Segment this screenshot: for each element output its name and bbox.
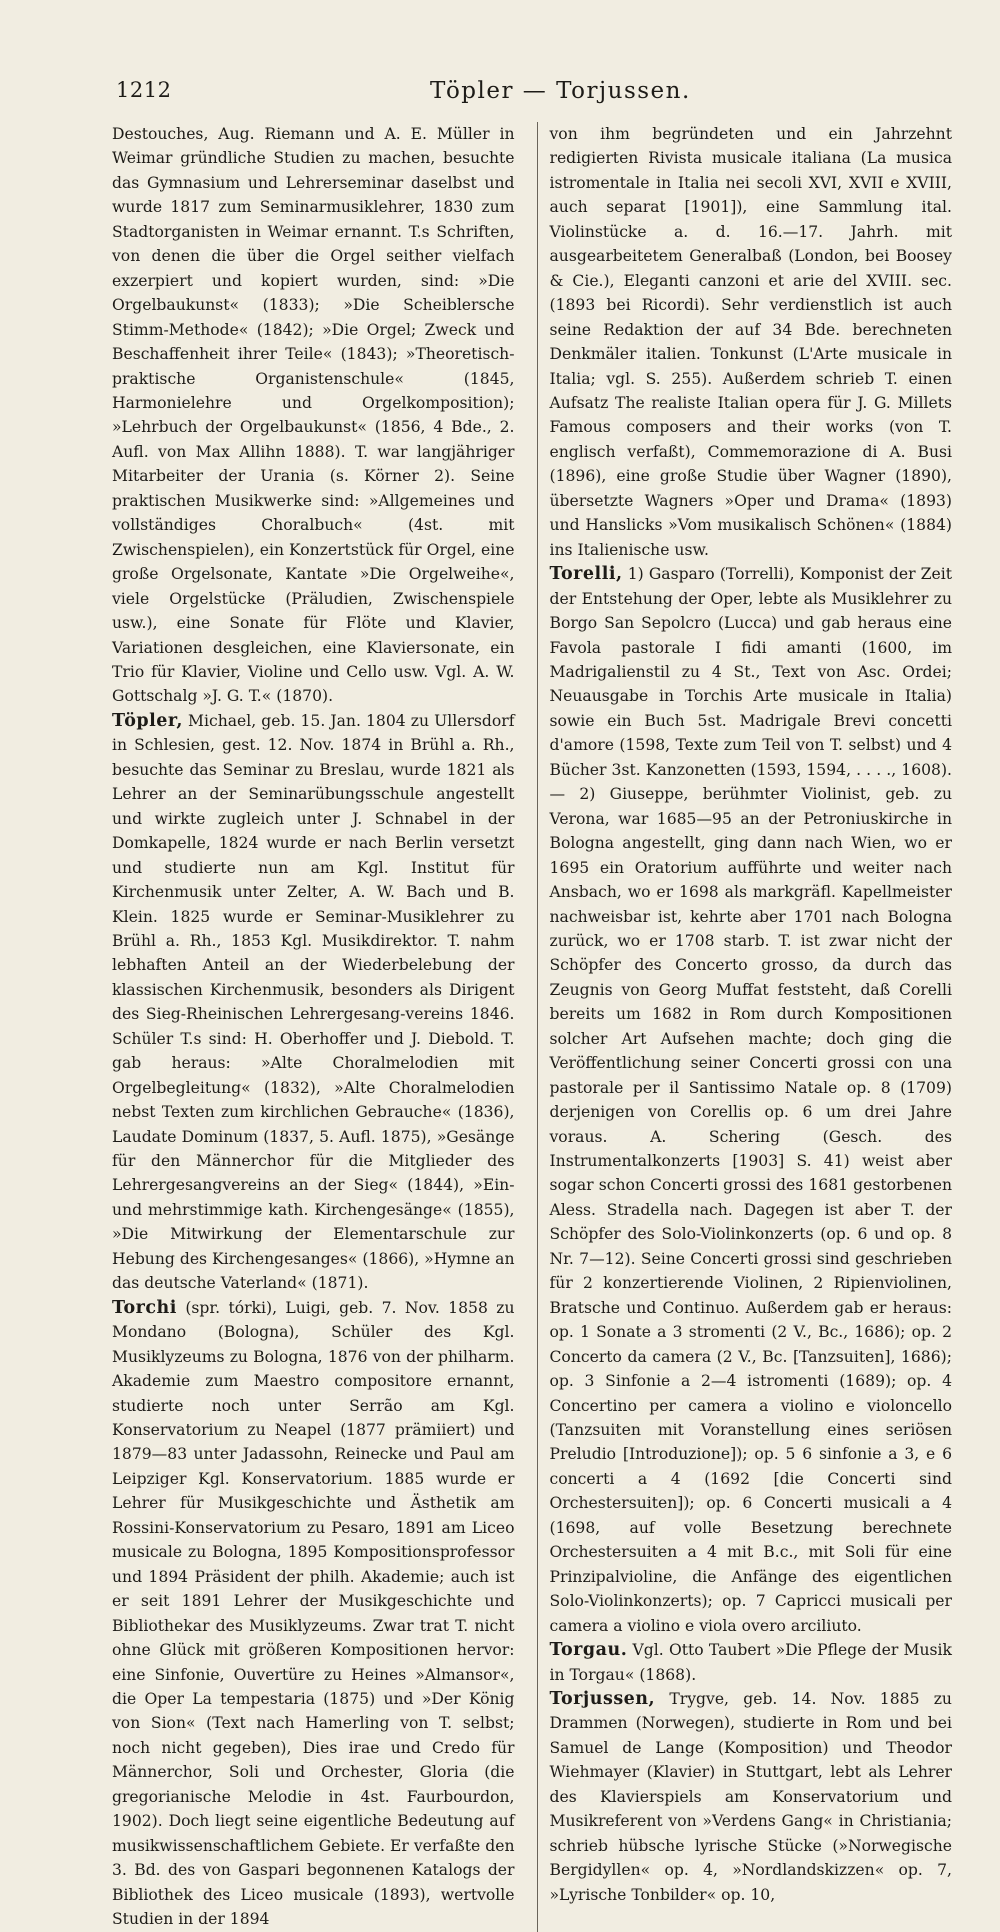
- text-columns: [112, 122, 952, 1932]
- entry-text: von ihm begründeten und ein Jahrzehnt redigierten Rivista musicale italiana (La musica istromentale in Italia nei secoli XVI, XVII e XVIII, auch separat [1901]), eine Sammlung ital. Violinstücke a. d. 16.—17. Jahrh. mit ausgearbeitetem Generalbaß (London, bei Boosey & Cie.), Eleganti canzoni et arie del XVIII. sec. (1893 bei Ricordi). Sehr verdienstlich ist auch seine Redaktion der auf 34 Bde. berechneten Denkmäler italien. Tonkunst (L'Arte musicale in Italia; vgl. S. 255). Außerdem schrieb T. einen Aufsatz The realiste Italian opera für J. G. Millets Famous composers and their works (von T. englisch verfaßt), Commemorazione di A. Busi (1896), eine große Studie über Wagner (1890), übersetzte Wagners »Oper und Drama« (1893) und Hanslicks »Vom musikalisch Schönen« (1884) ins Italienische usw.: [549, 125, 952, 559]
- entry-text: Trygve, geb. 14. Nov. 1885 zu Drammen (Norwegen), studierte in Rom und bei Samuel de Lange (Komposition) und Theodor Wiehmayer (Klavier) in Stuttgart, lebt als Lehrer des Klavierspiels am Konservatorium und Musikreferent von »Verdens Gang« in Christiania; schrieb hübsche lyrische Stücke (»Norwegische Bergidyllen« op. 4, »Nordlandskizzen« op. 7, »Lyrische Tonbilder« op. 10,: [549, 1690, 952, 1904]
- entry-torjussen: [550, 1687, 953, 1907]
- entry-torgau: [550, 1638, 953, 1687]
- page-number: 1212: [116, 78, 172, 102]
- entry-headword: Torjussen,: [549, 1689, 656, 1709]
- page-header: [112, 66, 952, 110]
- entry-text: Vgl. Otto Taubert »Die Pflege der Musik in Torgau« (1868).: [549, 1641, 952, 1684]
- entry-headword: Töpler,: [112, 710, 183, 731]
- entry-text: (spr. tórki), Luigi, geb. 7. Nov. 1858 zu Mondano (Bologna), Schüler des Kgl. Musiklyzeums zu Bologna, 1876 von der philharm. Akademie zum Maestro compositore ernannt, studierte noch unter Serrão am Kgl. Konservatorium zu Neapel (1877 prämiiert) und 1879—83 unter Jadassohn, Reinecke und Paul am Leipziger Kgl. Konservatorium. 1885 wurde er Lehrer für Musikgeschichte und Ästhetik am Rossini-Konservatorium zu Pesaro, 1891 am Liceo musicale zu Bologna, 1895 Kompositionsprofessor und 1894 Präsident der philh. Akademie; auch ist er seit 1891 Lehrer der Musikgeschichte und Bibliothekar des Musiklyzeums. Zwar trat T. nicht ohne Glück mit größeren Kompositionen hervor: eine Sinfonie, Ouvertüre zu Heines »Almansor«, die Oper La tempestaria (1875) und »Der König von Sion« (Text nach Hamerling von T. selbst; noch nicht gegeben), Dies irae und Credo für Männerchor, Soli und Orchester, Gloria (die gregorianische Melodie in 4st. Faurbourdon, 1902). Doch liegt seine eigentliche Bedeutung auf musikwissenschaftlichem Gebiete. Er verfaßte den 3. Bd. des von Gaspari begonnenen Katalogs der Bibliothek des Liceo musicale (1893), wertvolle Studien in der 1894: [112, 1298, 515, 1929]
- entry-continuation-torchi: [550, 122, 953, 562]
- entry-torelli: [550, 562, 953, 1638]
- running-head: Töpler — Torjussen.: [430, 78, 691, 104]
- entry-text: 1) Gasparo (Torrelli), Komponist der Zeit der Entstehung der Oper, lebte als Musiklehrer zu Borgo San Sepolcro (Lucca) und gab heraus eine Favola pastorale I fidi amanti (1600, im Madrigalienstil zu 4 St., Text von Asc. Ordei; Neuausgabe in Torchis Arte musicale in Italia) sowie ein Buch 5st. Madrigale Brevi concetti d'amore (1598, Texte zum Teil von T. selbst) und 4 Bücher 3st. Kanzonetten (1593, 1594, . . . ., 1608). — 2) Giuseppe, berühmter Violinist, geb. zu Verona, war 1685—95 an der Petroniuskirche in Bologna angestellt, ging dann nach Wien, wo er 1695 ein Oratorium aufführte und weiter nach Ansbach, wo er 1698 als markgräfl. Kapellmeister nachweisbar ist, kehrte aber 1701 nach Bologna zurück, wo er 1708 starb. T. ist zwar nicht der Schöpfer des Concerto grosso, da durch das Zeugnis von Georg Muffat feststeht, daß Corelli bereits um 1682 in Rom durch Kompositionen solcher Art Aufsehen machte; doch ging die Veröffentlichung seiner Concerti grossi con una pastorale per il Santissimo Natale op. 8 (1709) derjenigen von Corellis op. 6 um drei Jahre voraus. A. Schering (Gesch. des Instrumentalkonzerts [1903] S. 41) weist aber sogar schon Concerti grossi des 1681 gestorbenen Aless. Stradella nach. Dagegen ist aber T. der Schöpfer des Solo-Violinkonzerts (op. 6 und op. 8 Nr. 7—12). Seine Concerti grossi sind geschrieben für 2 konzertierende Violinen, 2 Ripienviolinen, Bratsche und Continuo. Außerdem gab er heraus: op. 1 Sonate a 3 stromenti (2 V., Bc., 1686); op. 2 Concerto da camera (2 V., Bc. [Tanzsuiten], 1686); op. 3 Sinfonie a 2—4 istromenti (1689); op. 4 Concertino per camera a violino e violoncello (Tanzsuiten mit Voranstellung eines seriösen Preludio [Introduzione]); op. 5 6 sinfonie a 3, e 6 concerti a 4 (1692 [die Concerti sind Orchestersuiten]); op. 6 Concerti musicali a 4 (1698, auf volle Besetzung berechnete Orchestersuiten a 4 mit B.c., mit Soli für eine Prinzipalvioline, die Anfänge des eigentlichen Solo-Violinkonzerts); op. 7 Capricci musicali per camera a violino e viola overo arciliuto.: [549, 565, 952, 1635]
- entry-toepler: [112, 709, 515, 1296]
- entry-headword: Torchi: [112, 1297, 177, 1318]
- entry-text: Destouches, Aug. Riemann und A. E. Müller in Weimar gründliche Studien zu machen, besuchte das Gymnasium und Lehrerseminar daselbst und wurde 1817 zum Seminarmusiklehrer, 1830 zum Stadtorganisten in Weimar ernannt. T.s Schriften, von denen die über die Orgel seither vielfach exzerpiert und kopiert wurden, sind: »Die Orgelbaukunst« (1833); »Die Scheiblersche Stimm-Methode« (1842); »Die Orgel; Zweck und Beschaffenheit ihrer Teile« (1843); »Theoretisch-praktische Organistenschule« (1845, Harmonielehre und Orgelkomposition); »Lehrbuch der Orgelbaukunst« (1856, 4 Bde., 2. Aufl. von Max Allihn 1888). T. war langjähriger Mitarbeiter der Urania (s. Körner 2). Seine praktischen Musikwerke sind: »Allgemeines und vollständiges Choralbuch« (4st. mit Zwischenspielen), ein Konzertstück für Orgel, eine große Orgelsonate, Kantate »Die Orgelweihe«, viele Orgelstücke (Präludien, Zwischenspiele usw.), eine Sonate für Flöte und Klavier, Variationen desgleichen, eine Klaviersonate, ein Trio für Klavier, Violine und Cello usw. Vgl. A. W. Gottschalg »J. G. T.« (1870).: [112, 125, 515, 706]
- entry-continuation-toepfer: [112, 122, 515, 709]
- entry-text: Michael, geb. 15. Jan. 1804 zu Ullersdorf in Schlesien, gest. 12. Nov. 1874 in Brühl a. Rh., besuchte das Seminar zu Breslau, wurde 1821 als Lehrer an der Seminarübungsschule angestellt und wirkte zugleich unter J. Schnabel in der Domkapelle, 1824 wurde er nach Berlin versetzt und studierte nun am Kgl. Institut für Kirchenmusik unter Zelter, A. W. Bach und B. Klein. 1825 wurde er Seminar-Musiklehrer zu Brühl a. Rh., 1853 Kgl. Musikdirektor. T. nahm lebhaften Anteil an der Wiederbelebung der klassischen Kirchenmusik, besonders als Dirigent des Sieg-Rheinischen Lehrergesang-vereins 1846. Schüler T.s sind: H. Oberhoffer und J. Diebold. T. gab heraus: »Alte Choralmelodien mit Orgelbegleitung« (1832), »Alte Choralmelodien nebst Texten zum kirchlichen Gebrauche« (1836), Laudate Dominum (1837, 5. Aufl. 1875), »Gesänge für den Männerchor für die Mitglieder des Lehrergesangvereins an der Sieg« (1844), »Ein- und mehrstimmige kath. Kirchengesänge« (1855), »Die Mitwirkung der Elementarschule zur Hebung des Kirchengesanges« (1866), »Hymne an das deutsche Vaterland« (1871).: [112, 711, 515, 1293]
- right-column: [537, 122, 953, 1932]
- entry-headword: Torelli,: [549, 564, 623, 585]
- entry-headword: Torgau.: [549, 1640, 628, 1661]
- left-column: [112, 122, 515, 1932]
- entry-torchi: [112, 1296, 515, 1932]
